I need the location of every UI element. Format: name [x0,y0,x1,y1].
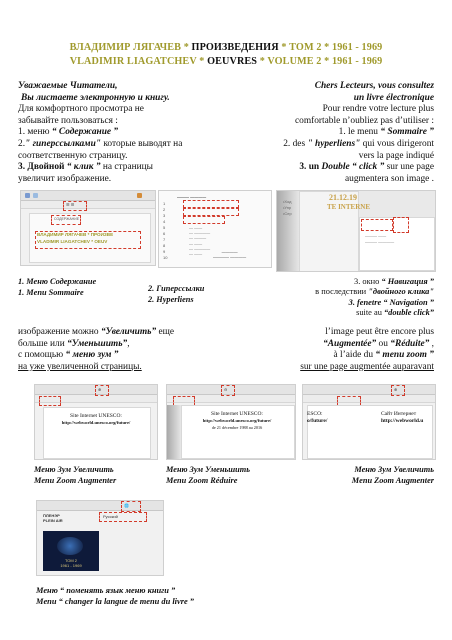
page-shadow [167,405,181,459]
intro-ru-item3-line2: увеличит изображение. [18,173,112,184]
contents-menu-icon: ☰ ☰ [66,202,75,207]
zoom-fr-line4: sur une page augmentée auparavant [300,361,434,372]
browser-toolbar [303,385,435,395]
caption-language-menu [36,586,396,607]
book-title-preview [43,513,63,523]
header-line-french [0,56,452,67]
greeting-ru: Уважаемые Читатели, [18,81,118,91]
intro-fr-item2-line2: vers la page indiqué [358,150,434,161]
zoom-text: , [127,338,130,349]
caption-zoom-out-ru: Меню Зум Уменьшить [166,465,251,474]
caption-hyperlinks-fr: 2. Hyperliens [148,294,194,304]
screenshot-zoom-in-2 [302,384,436,460]
zoom-right-line: Сайт Интернет [381,411,417,417]
zoom-text-russian [18,327,230,373]
zoom-text: изображение можно [18,327,99,337]
item-text: 1. le menu [338,127,378,138]
caption-nav-ru-1 [250,277,434,287]
item-text: 1. меню [18,127,50,138]
highlight-hyperlink-1 [183,200,239,208]
caption-nav-ru-2 [250,287,434,297]
item-emphasis: “ click ” [351,162,385,173]
zoom-text-french [236,327,434,373]
zoom-fr-line1: l’image peut être encore plus [325,327,434,337]
viewer-toolbar [303,395,435,403]
header-author-ru: ВЛАДИМИР ЛЯГАЧЕВ [69,42,182,53]
highlight-hyperlink-3 [183,216,225,224]
caption-emphasis: “ Навигация ” [381,277,434,286]
zoom-ru-line3 [18,350,230,362]
caption-emphasis: “ поменять язык меню книги ” [59,586,176,595]
intro-ru-item2 [18,139,230,151]
zoom-emphasis: “Уменьшить” [67,338,128,349]
screenshot-zoom-in [34,384,158,460]
caption-zoom-in-2-ru: Меню Зум Увеличить [354,465,434,474]
highlight-hyperlink-2 [183,208,239,216]
zoom-emphasis: “Увеличить” [100,327,157,337]
zoom-emphasis: “ menu zoom ” [375,350,434,361]
browser-toolbar [37,501,163,511]
item-text: sur une page [384,162,434,173]
item-emphasis: “ клик ” [66,162,101,173]
zoom-site-url: http://webworld.unesco.org/future/ [202,418,272,423]
header-separator: * [199,56,205,67]
zoom-in-icon: ⊕ [394,387,398,392]
intro-ru-item2-line2: соответственную страницу. [18,150,128,161]
header-volume-fr: * VOLUME 2 * 1961 - 1969 [259,56,383,67]
caption-hyperlinks [148,284,258,305]
zoom-site-url: http://webworld.unesco.org/future/ [61,420,131,425]
zoom-text: ou [376,338,391,349]
zoom-text: больше или [18,338,65,349]
zoom-emphasis: “Réduite” [390,338,430,349]
banner-line2: VLADIMIR LIAGATCHEV * OEUV [37,239,108,244]
caption-contents-ru: 1. Меню Содержание [18,277,97,286]
zoom-text: , [429,338,434,349]
zoom-site-date: de 21 décembre 1988 au 2016 [211,425,263,430]
zoom-left-line: o/future/ [307,417,328,424]
caption-text: 3. окно [354,277,380,286]
item-text: qui vous dirigeront [360,138,434,149]
zoom-site-label: Site Internet UNESCO: [70,413,122,419]
screenshot-language-menu [36,500,164,576]
title-line: ПЛЕНЭР [43,513,60,518]
caption-hyperlinks-ru: 2. Гиперссылки [148,284,205,293]
intro-ru-line3: забывайте пользоваться : [18,115,118,126]
caption-text: Меню [36,586,58,595]
caption-nav-fr-1 [250,298,434,308]
back-arrow-icon [25,193,30,198]
zoom-ru-line2 [18,339,230,351]
caption-text: в последствии [315,287,367,297]
intro-french [236,81,434,185]
date-stamp: 21.12.19 [329,193,357,202]
zoom-fr-line3 [236,350,434,362]
item-text: 2. [18,138,26,149]
cover-text [51,558,91,568]
intro-russian [18,81,230,185]
zoom-text: еще [156,327,175,337]
item-text: 2. des [283,138,306,149]
zoom-site-label: Site Internet UNESCO: [211,411,263,417]
header-separator: * [183,42,189,53]
highlight-navigation-button [361,219,393,231]
item-emphasis: " hyperliens" [307,138,361,149]
intro-fr-item3 [236,162,434,174]
screenshot-hyperlinks [158,190,272,268]
cover-line: ТОМ 2 [64,558,78,563]
language-icon: 🌐 [124,503,129,508]
intro-ru-line1: Вы листаете электронную и книгу. [21,92,170,103]
intro-fr-item3-line2: augmentera son image . [344,173,434,184]
zoom-fr-line2 [236,339,434,351]
menu-item-preview: СОДЕРЖАНИЕ [54,217,80,221]
toc-page-numbers: 1 2 3 4 5 6 7 8 9 10 [163,201,168,260]
header-author-fr: VLADIMIR LIAGATCHEV [69,56,197,67]
intro-fr-line2: Pour rendre votre lecture plus [322,104,434,115]
caption-language-fr [36,597,396,608]
caption-zoom-in-2-fr: Menu Zoom Augmenter [351,475,434,485]
zoom-out-icon: ⊖ [224,387,228,392]
zoom-right-text [381,411,431,424]
caption-nav-fr-2 [250,308,434,318]
item-text: 3. Двойной [18,162,65,173]
navigation-items: ——— —— ——— ———— [365,233,395,244]
item-emphasis: " гиперссылками" [25,138,102,149]
intro-fr-line1: un livre électronique [353,92,434,103]
caption-navigation [250,277,434,319]
caption-emphasis: "двойного клика" [368,287,434,297]
caption-text: 3. fenetre [348,297,382,307]
screenshot-menu-contents [20,190,156,266]
interlink-text: TE INTERNE [327,203,370,211]
item-emphasis: Double [321,162,350,173]
star-icon [137,193,142,198]
intro-fr-line3: comfortable n’oubliez pas d’utiliser : [294,115,434,126]
intro-ru-item1 [18,127,230,139]
caption-menu-contents [18,277,148,298]
item-emphasis: “ Содержание ” [51,127,119,138]
caption-zoom-out-fr: Menu Zoom Réduire [166,475,238,485]
screenshot-navigation [276,190,436,272]
caption-language-ru [36,586,396,597]
caption-zoom-out [166,465,294,486]
intro-fr-item1 [236,127,434,139]
caption-emphasis: “ changer la langue de menu du livre ” [58,596,194,606]
caption-contents-fr: 1. Menu Sommaire [18,287,84,297]
zoom-ru-line1 [18,327,230,339]
zoom-in-icon: ⊕ [98,387,102,392]
cover-line: 1961 - 1969 [60,563,82,568]
toc-heading: ——— ———— [177,194,207,199]
screenshot-zoom-out [166,384,296,460]
intro-ru-item3 [18,162,230,174]
caption-emphasis: “ Navigation ” [383,297,434,307]
language-selected: Русский [103,514,118,519]
cover-planet-icon [57,537,83,555]
caption-text: Menu [36,596,57,606]
zoom-left-text [307,411,347,424]
highlight-zoom-menu [39,396,61,406]
viewer-toolbar [21,201,155,209]
greeting-fr: Chers Lecteurs, vous consultez [314,81,434,91]
zoom-ru-line4: на уже увеличенной страницы. [18,361,142,372]
zoom-text: с помощью [18,350,64,361]
book-cover [43,531,99,571]
zoom-right-line: http://webworld.u [381,417,424,424]
toc-entries: — —— — ———— — ——— — —— — ———— — —— [189,225,211,257]
header-line-russian [0,42,452,53]
caption-zoom-in-ru: Меню Зум Увеличить [34,465,114,474]
banner-line1: ВЛАДИМИР ЛЯГАЧЕВ * ПРОИЗВЕ [37,232,114,237]
side-labels: •Ход •Упр •Сер [283,199,292,216]
title-line: PLEIN AIR [43,518,63,523]
item-text: на страницы [100,162,153,173]
item-text: 3. un [299,162,320,173]
header-title-fr: OEUVRES [207,56,258,67]
highlight-close-button [393,217,409,233]
toc-footer: ———— ———— ———— [213,249,247,259]
zoom-left-line: ESCO: [307,411,323,417]
caption-emphasis: “double click” [383,308,434,318]
zoom-emphasis: “Augmentée” [323,338,377,349]
intro-fr-item2 [236,139,434,151]
header-title-ru: ПРОИЗВЕДЕНИЯ [191,42,279,53]
item-text: которые выводят на [101,138,183,149]
intro-ru-line2: Для комфортного просмотра не [18,104,144,115]
caption-zoom-in [34,465,156,486]
forward-arrow-icon [33,193,38,198]
item-emphasis: “ Sommaire ” [380,127,434,138]
caption-text: suite au [356,308,382,318]
zoom-text: à l’aide du [333,350,374,361]
caption-zoom-in-2 [300,465,434,486]
zoom-emphasis: “ меню зум ” [65,350,119,361]
header-volume-ru: * ТОМ 2 * 1961 - 1969 [281,42,383,53]
caption-zoom-in-fr: Menu Zoom Augmenter [34,475,117,485]
browser-toolbar [21,191,155,201]
